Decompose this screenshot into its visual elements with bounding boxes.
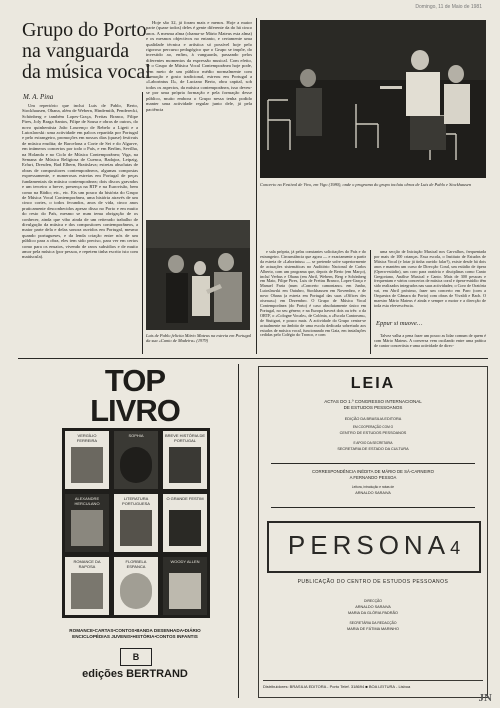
- ad-line: SECRETÁRIA DA REDACÇÃO: [349, 621, 397, 625]
- ad-genres-line: ENCICLOPÉDIAS JUVENIS•HISTÓRIA•CONTOS INFANTIS: [72, 634, 198, 639]
- photo-caption-left: Luis de Pablo felicita Mário Mateus na estreia em Portugal da sua «Canto de Madeira» (1979): [146, 333, 252, 343]
- article-column-4: [374, 250, 486, 316]
- ad-brand: edições BERTRAND: [82, 668, 188, 680]
- article-text: Hoje são 32, já foram mais e menos. Hoje a maior parte (quase todos) deles é gente diferente da do há cinco anos. A mesma alma (chama-se Mário Mateus esta alma) e os mesmos objectivos no entanto, e certamente uma qualidade técnica e artística só possível hoje pelo rigoroso percurso pedagógico que o Grupo se impõe, do investido ao, enfim, à vanguarda, passando pelos diferentes momentos da expressão musical. Com efeito, se o Grupo de Música Vocal Contemporânea hoje pode, sem meio de um público médio normalmente com formação e gosto tradicional, estreou em Portugal a «Laborintus II», de Luciano Berio, obra capital, sob todos os aspectos, da música contemporânea, isso deveu-se por uma própria formação e pela formação desse público, muito embora o Grupo nessa tenha podido manter uma actividade regular junto dele, já pela paciência: [146, 20, 252, 112]
- book-cover-art: [120, 573, 152, 609]
- article-text: uma secção de Iniciação Musical nos Carvalhos, frequentada por mais de 100 crianças. Essa escola, o Instituto de Estudos de Música Vocal (e lotar já tinha ouvido falar?), existe desde há dois anos e mantém um curso de Direcção Coral, um estúdio de ópera (Opera-estúdio), um coro para oratória e disciplinas como Canto Gregoriano, Análise Musical e Canto. Mais de 300 pessoas e frequentam e vários concertos de música coral e ópera-estúdio têm sido realizados integrados nas suas actividades; o Coro de Oratória vai, em Abril próximo, fazer um concerto em Paro (com a Orquestra de Câmara do Porto) com obras de Vivaldi e Bach. O maestro Mário Mateus é ainda e sempre o motor e a direcção de toda esta efervescência.: [374, 250, 486, 308]
- book-cover-art: [169, 510, 201, 546]
- ad-genres-line: ROMANCE•CARTAS•CONTOS•BANDA DESENHADA•DIÁRIO: [69, 628, 201, 633]
- article-text: e sala própria, já pelas constantes solicitações do País e do estrangeiro. Circunstância que agora — e exactamente a partir da estreia de «Laborintus» — se pretende sofre superiormente de actuações sistemáticas no Auditório Nacional de Carlos Alberto, com um programa que, depois de Berio (em Março), incluí Verbus e Ohana (em Abril, Webern, Berg e Schönberg em Maio, Filipe Pires, Luis de Freitas Branco, Lopes-Graça e Manuel Faria (num «Concerto camoniano» em Junho, Lutoslawski em Outubro, Stockhausen em Novembro, e de novo Ohana (a estreia em Portugal das suas «Offices des oiseaux») em Dezembro. O Grupo de Música Vocal Contemporânea (do Porto) é caso absolutamente único em Portugal, no seu género; e na Europa haverá dois ou três: o da ORTF, o «Cologne Vocale», de Colónia, a «Escola Cantorum», de Stuttgart, e pouco mais. A actividade do Grupo centra-se actualmente no âmbito de uma escola dedicada sobretudo aos estudos de música vocal, funcionando em Gaia, em instalações cedidas pelo Colégio do Tronco, e com: [260, 250, 366, 338]
- ad-top-livro: [50, 363, 220, 696]
- headline-line: Grupo do Porto: [22, 19, 147, 41]
- book-cover-art: [120, 510, 152, 546]
- book-cover: [65, 557, 109, 615]
- book-title: ALEXANDRE HERCULANO: [74, 496, 100, 506]
- persona-logo: [269, 530, 479, 561]
- column-divider: [256, 18, 257, 354]
- book-title: FLORBELA ESPANCA: [125, 559, 147, 569]
- ad-line: CORRESPONDÊNCIA INÉDITA DE MÁRIO DE SÁ-CARNEIRO: [312, 469, 434, 474]
- bertrand-logo-icon: B: [120, 648, 152, 666]
- persona-logo-box: [267, 521, 481, 573]
- article-column-3: [260, 250, 366, 354]
- book-cover-art: [71, 447, 103, 483]
- book-title: SOPHIA: [128, 433, 144, 438]
- book-cover: [163, 494, 207, 552]
- article-column-2: [146, 20, 252, 170]
- photo-luis-de-pablo: [146, 220, 250, 330]
- ad-line: DIRECÇÃO: [364, 599, 382, 603]
- ad-persona: [258, 366, 488, 698]
- book-title: O GRANDE FESTIM: [166, 496, 204, 501]
- ad-line: EM COOPERAÇÃO COM O: [352, 425, 394, 429]
- ad-top-livro-title: [50, 363, 220, 428]
- ad-line: ARNALDO SARAIVA: [355, 491, 391, 495]
- persona-issue: 4: [450, 538, 461, 558]
- book-cover: [163, 431, 207, 489]
- ad-line: A FERNANDO PESSOA: [349, 475, 397, 480]
- headline-line: da música vocal: [22, 61, 151, 83]
- book-cover-art: [169, 447, 201, 483]
- persona-name: PERSONA: [287, 530, 451, 560]
- article-text: Um repertório que inclui Luis de Pablo, Berio, Stockhausen, Ohana, além de Webern, Hindemith, Penderecki, Schönberg e também Lopes-Graça, Freitas Branco, Filipe Pires, Joly Braga Santos, Filipe de Sousa e obras de outros, do novo quinhentista João Lourenço de Rebelo a Ligeti e a Lutoslawski: uma actividade em palcos repartida por Portugal e pelo estrangeiro, promoções em nossos dias (quase) festivais de música erudita; de Barcelona a Corte de Sei e do Algarve, em inúmeros concertos por todo o País, e em Berlim, Sevilha, na Holanda e no Ciclo de Música Contemporânea; Viga, na Semana de Música Religiosa de Cuenca, Badajoz, Leipzig, Erfurt, Dresden, Bad Elbern, Bratislava; estreias absolutas de obras de compositores contemporâneos, algumas compostas expressamente, e numerosas estreias em Portugal de peças fundamentais da música contemporânea; dois discos gravados e um terceiro a breve, presença na RTP e na Eurovisão, bem como na Rádio; etc., etc. Eis um pouco da história do Grupo de Música Vocal Contemporânea, uma história através de um cinco cortes, o todos fecundos, anos de vida, cinco anos praticamente desconhecidos apesar disso no Porto e em muito do resto do País, mesmo se num tema obrigação de os conhecer, ainda que vibo ainda de um reiterado trabalho de divulgação da música e dos compositores contemporâneos, a maior parte dela e delas sonora ouvidos em Portugal, mesmo quando portugueses, e da lenda criação entre nós de um público para a obra, eles tem sido preciso, para ver em certos como para os ensaios, vivendo de raros subsídios e de muito amor pela música (por pessoa, e repetem tinha escrito isto com maiúscula).: [22, 103, 138, 260]
- ad-line: E APOIO DA SECRETARIA: [353, 441, 393, 445]
- book-cover: [65, 431, 109, 489]
- ad-line: Leitura, introdução e notas de: [351, 485, 395, 489]
- photo-caption-top: Concerto no Festival de Vivo, em Vigo (1980), onde o programa do grupo incluiu obras de Luis de Pablo e Stockhausen: [260, 182, 472, 187]
- book-cover: [163, 557, 207, 615]
- article-column-4b: [374, 334, 486, 354]
- photo-image: [146, 220, 250, 330]
- ad-leia-title: LEIA: [350, 375, 396, 392]
- book-title: VERGÍLIO FERREIRA: [76, 433, 98, 443]
- column-divider: [370, 250, 371, 354]
- book-title: WOODY ALLEN: [170, 559, 200, 564]
- book-title: BREVE HISTÓRIA DE PORTUGAL: [165, 433, 206, 443]
- ad-line: DE ESTUDOS PESSOANOS: [343, 405, 403, 410]
- ad-title-line: TOP: [104, 363, 166, 398]
- section-divider: [18, 358, 488, 359]
- headline-line: na vanguarda: [22, 40, 130, 62]
- column-divider: [142, 92, 143, 354]
- page-corner-mark: JN: [478, 692, 492, 704]
- article-text: Talvez valha a pena fazer um pouco as lidar comum de quem é com Mário Mateus. A conversa vem oscilando entre uma prática de cantor concertista e uma actividade de direc-: [374, 334, 486, 348]
- book-title: LITERATURA PORTUGUESA: [122, 496, 150, 506]
- photo-image: [260, 20, 486, 178]
- photo-concert-vigo: [260, 20, 486, 178]
- ad-line: EDIÇÃO DA BRASILIA EDITORA: [344, 417, 402, 421]
- book-cover-art: [120, 447, 152, 483]
- article-column-1: [22, 103, 138, 353]
- book-cover-art: [71, 510, 103, 546]
- ad-divider: [271, 507, 475, 508]
- article-author: M. A. Pina: [23, 93, 54, 101]
- book-covers-grid: [62, 428, 210, 618]
- ad-line: SECRETARIA DE ESTADO DA CULTURA: [337, 447, 409, 451]
- book-cover: [114, 431, 158, 489]
- page-date: Domingo, 11 de Maio de 1981: [415, 4, 482, 10]
- ad-genres: [50, 628, 220, 640]
- book-cover-art: [71, 573, 103, 609]
- book-title: ROMANCE DA RAPOSA: [73, 559, 101, 569]
- ad-title-line: LIVRO: [90, 393, 180, 428]
- ad-divider: [271, 463, 475, 464]
- ad-line: ACTAS DO 1.º CONGRESSO INTERNACIONAL: [324, 399, 422, 404]
- pull-quote: Eppur si muove…: [376, 320, 423, 327]
- book-cover: [114, 557, 158, 615]
- persona-subtitle: PUBLICAÇÃO DO CENTRO DE ESTUDOS PESSOANOS: [297, 579, 449, 585]
- book-cover: [114, 494, 158, 552]
- ad-line: MARIA DA GLÓRIA PADRÃO: [348, 611, 398, 615]
- book-cover-art: [169, 573, 201, 609]
- ad-line: CENTRO DE ESTUDOS PESSOANOS: [339, 431, 407, 435]
- book-cover: [65, 494, 109, 552]
- ad-line: MARIA DE FÁTIMA MARINHO: [347, 627, 399, 631]
- ad-line: ARNALDO SARAIVA: [355, 605, 391, 609]
- column-divider: [238, 364, 239, 698]
- ad-distributors: Distribuidores: BRASILIA EDITORA - Porto Telef. 318694 ■ BOA LEITURA - Lisboa: [263, 680, 483, 693]
